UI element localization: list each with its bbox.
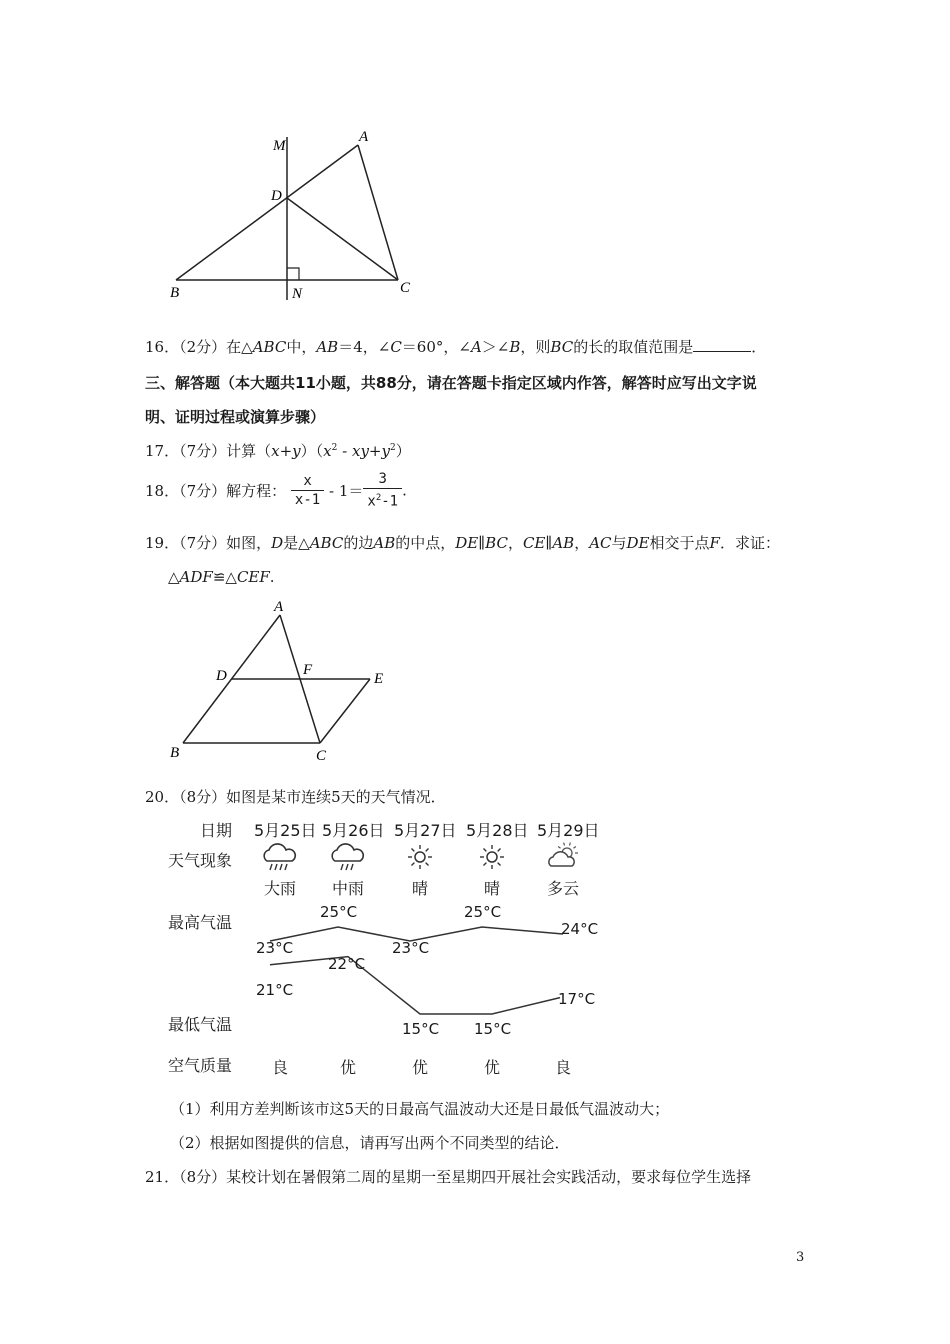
partly-cloudy-icon [549,843,578,866]
row-label-phenomenon: 天气现象 [168,851,233,870]
label-m: M [273,138,286,154]
low-temp-label: 15°C [402,1020,440,1038]
high-temp-label: 23°C [392,939,430,957]
label-a: A [359,129,369,145]
high-temp-line [270,927,563,941]
air-quality-label: 良 [272,1058,289,1077]
triangle-figure-mdn [160,120,430,310]
low-temp-label: 21°C [256,980,294,999]
section-3-heading-cont: 明、证明过程或演算步骤） [145,408,326,426]
label-f: F [303,662,313,678]
label-b: B [170,285,180,301]
high-temp-label: 25°C [320,903,358,921]
row-label-date: 日期 [200,821,233,840]
label-n: N [292,286,303,302]
date-label: 5月27日 [394,821,457,840]
weather-label: 晴 [484,879,501,898]
label-c: C [400,280,411,296]
label-e: E [374,671,384,687]
low-temp-label: 15°C [474,1020,512,1038]
high-temp-label: 25°C [464,903,502,921]
section-3-heading: 三、解答题（本大题共11小题，共88分，请在答题卡指定区域内作答，解答时应写出文字说 [145,374,757,392]
question-21: 21．（8分）某校计划在暑假第二周的星期一至星期四开展社会实践活动，要求每位学生选择 [145,1168,752,1186]
question-18: 18．（7分）解方程： $\frac{x}{x-1}$ - 1＝ $\frac{3}{x^2-1}$ . [145,471,407,510]
date-label: 5月26日 [322,821,385,840]
date-label: 5月29日 [537,821,600,840]
question-20-part-1: （1）利用方差判断该市这5天的日最高气温波动大还是日最低气温波动大； [170,1100,670,1118]
weather-label: 多云 [547,879,580,898]
sunny-icon [480,845,504,869]
date-label: 5月28日 [466,821,529,840]
sunny-icon [408,845,432,869]
fraction-2: $\frac{3}{x^2-1}$ [363,470,402,511]
question-19-cont: △ADF≌△CEF. [168,568,275,586]
question-20-part-2: （2）根据如图提供的信息，请再写出两个不同类型的结论． [170,1134,570,1152]
low-temp-line [270,954,560,1014]
weather-label: 晴 [412,879,429,898]
page-number: 3 [796,1250,805,1265]
high-temp-label: 23°C [256,939,294,957]
label-c: C [316,748,327,764]
question-20: 20．（8分）如图是某市连续5天的天气情况． [145,788,446,806]
low-temp-label: 17°C [558,989,596,1008]
air-quality-label: 良 [555,1058,572,1077]
label-a: A [274,599,284,615]
date-label: 5月25日 [254,821,317,840]
label-d: D [216,668,227,684]
weather-label: 中雨 [332,879,365,898]
label-d: D [271,188,282,204]
row-label-low: 最低气温 [168,1015,233,1034]
air-quality-label: 优 [412,1058,429,1077]
row-label-air: 空气质量 [168,1056,233,1075]
answer-blank [693,337,751,352]
question-19: 19．（7分）如图，D是△ABC的边AB的中点，DE∥BC，CE∥AB，AC与DE相交于点F．求证： [145,534,780,552]
air-quality-label: 优 [484,1058,501,1077]
weather-label: 大雨 [264,879,297,898]
question-17: 17．（7分）计算$(x+y)(x^2 - xy+y^2)$ [145,442,411,460]
heavy-rain-icon [264,844,295,870]
question-16: 16．（2分）在△ABC中，AB＝4，∠C＝60°，∠A＞∠B，则BC的长的取值范围是 ． [145,338,767,356]
moderate-rain-icon [332,844,363,870]
high-temp-label: 24°C [561,920,599,938]
fraction-1: $\frac{x}{x-1}$ [291,472,324,509]
label-b: B [170,745,180,761]
parallelogram-figure [160,595,400,765]
row-label-high: 最高气温 [168,913,233,932]
air-quality-label: 优 [340,1058,357,1077]
low-temp-label: 22°C [328,954,366,973]
